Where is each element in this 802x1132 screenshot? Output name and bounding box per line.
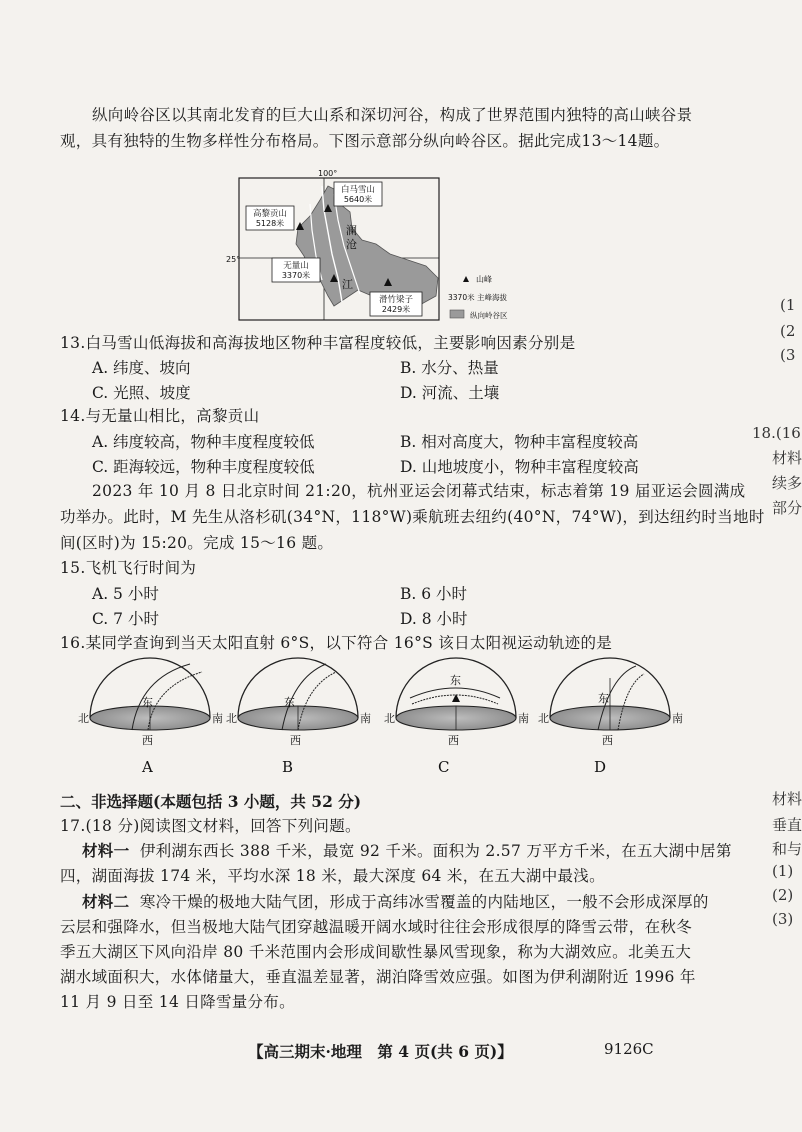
edge-frag-4: 18.(16 [752,424,801,442]
q17-m1-text-1: 伊利湖东西长 388 千米，最宽 92 千米。面积为 2.57 万平方千米，在五大湖中居第 [139,842,732,860]
q13-text: 白马雪山低海拔和高海拔地区物种丰富程度较低，主要影响因素分别是 [85,334,576,352]
q17-m1-label: 材料一 [82,841,130,860]
q15-option-c: C. 7 小时 [92,610,159,628]
legend-peak-icon [463,276,469,282]
peak-huazhu-elev: 2429米 [381,305,411,314]
intro-line-1: 纵向岭谷区以其南北发育的巨大山系和深切河谷，构成了世界范围内独特的高山峡谷景 [92,106,693,124]
legend-region-swatch [450,310,464,318]
q17-m1-line-2: 四，湖面海拔 174 米，平均水深 18 米，最大深度 64 米，在五大湖中最浅。 [60,867,605,885]
edge-frag-10: 和与 [772,840,802,858]
q17-head: 17.(18 分)阅读图文材料，回答下列问题。 [60,817,361,835]
a-north: 北 [78,712,89,725]
q17-m2-line-2: 云层和强降水，但当极地大陆气团穿越温暖开阔水域时往往会形成很厚的降雪云带，在秋冬 [60,918,693,936]
intro-line-2: 观，具有独特的生物多样性分布格局。下图示意部分纵向岭谷区。据此完成13～14题。 [60,132,670,150]
label-d: D [594,758,607,776]
q13-option-d: D. 河流、土壤 [400,384,500,402]
peak-huazhu-name: 滑竹梁子 [378,295,414,305]
longitudinal-valley-map [226,169,564,322]
d-south: 南 [672,712,683,725]
edge-frag-9: 垂直 [772,816,802,834]
c-west: 西 [448,734,459,747]
q17-m2-line-1 [82,891,709,913]
sun-path-diagrams [70,658,800,780]
q17-m2-line-5: 11 月 9 日至 14 日降雪量分布。 [60,993,295,1011]
lon-label: 100° [318,169,338,178]
q13-option-c: C. 光照、坡度 [92,384,191,402]
river-char-2: 沧 [346,238,357,251]
edge-frag-13: (3) [772,910,794,928]
sun-diagram-c [384,658,529,747]
q17-m2-label: 材料二 [82,892,130,911]
section2-title: 二、非选择题(本题包括 3 小题，共 52 分) [60,792,362,811]
edge-frag-2: (2 [780,322,796,340]
q13-stem [60,332,575,354]
d-north: 北 [538,712,549,725]
q15-num: 15. [60,559,86,577]
footer-code: 9126C [604,1040,654,1058]
edge-frag-3: (3 [780,346,796,364]
river-char-1: 澜 [346,224,357,237]
river-char-3: 江 [342,278,353,291]
q17-m1-line-1 [82,840,732,862]
q14-num: 14. [60,407,86,425]
edge-frag-5: 材料 [772,449,802,467]
legend-region: 纵向岭谷区 [470,311,508,320]
q17-m2-text-1: 寒冷干燥的极地大陆气团，形成于高纬冰雪覆盖的内陆地区，一般不会形成深厚的 [139,893,709,911]
peak-wuliang-elev: 3370米 [281,271,311,280]
c-north: 北 [384,712,395,725]
edge-frag-12: (2) [772,886,794,904]
q15-option-a: A. 5 小时 [92,585,159,603]
q14-option-d: D. 山地坡度小，物种丰富程度较高 [400,458,639,476]
legend-peak: 山峰 [476,275,492,284]
q14-option-a: A. 纬度较高，物种丰度程度较低 [92,433,315,451]
b-south: 南 [360,712,371,725]
legend-elev: 3370米 主峰海拔 [448,293,507,302]
edge-frag-6: 续多 [772,474,802,492]
edge-frag-7: 部分 [772,499,802,517]
b-north: 北 [226,712,237,725]
c-south: 南 [518,712,529,725]
edge-frag-11: (1) [772,862,794,880]
peak-baima-elev: 5640米 [343,195,373,204]
q13-num: 13. [60,334,86,352]
d-west: 西 [602,734,613,747]
q13-option-b: B. 水分、热量 [400,359,499,377]
d-east: 东 [598,692,609,705]
passage2-line-3: 间(区时)为 15:20。完成 15～16 题。 [60,534,334,552]
q16-num: 16. [60,634,86,652]
q14-stem [60,405,259,427]
sun-diagram-d [538,658,683,747]
a-east: 东 [142,696,153,709]
label-b: B [282,758,294,776]
q16-text: 某同学查询到当天太阳直射 6°S，以下符合 16°S 该日太阳视运动轨迹的是 [85,634,613,652]
edge-frag-8: 材料 [772,790,802,808]
q17-m2-line-4: 湖水域面积大，水体储量大，垂直温差显著，湖泊降雪效应强。如图为伊利湖附近 1996 年 [60,968,696,986]
q15-stem [60,557,196,579]
lat-label: 25° [226,255,241,264]
b-east: 东 [284,696,295,709]
label-c: C [438,758,450,776]
b-west: 西 [290,734,301,747]
q14-option-c: C. 距海较远，物种丰度程度较低 [92,458,315,476]
footer-title: 【高三期末·地理 第 4 页(共 6 页)】 [248,1042,513,1061]
peak-gaoligong-elev: 5128米 [255,219,285,228]
peak-baima-name: 白马雪山 [340,185,376,195]
q14-option-b: B. 相对高度大，物种丰富程度较高 [400,433,639,451]
edge-frag-1: (1 [780,296,796,314]
q14-text: 与无量山相比，高黎贡山 [85,407,260,425]
c-east: 东 [450,674,461,687]
peak-wuliang-name: 无量山 [283,261,309,271]
q16-stem [60,632,612,654]
q17-m2-line-3: 季五大湖区下风向沿岸 80 千米范围内会形成间歇性暴风雪现象，称为大湖效应。北美五大 [60,943,692,961]
q15-option-b: B. 6 小时 [400,585,468,603]
a-south: 南 [212,712,223,725]
passage2-line-1: 2023 年 10 月 8 日北京时间 21:20，杭州亚运会闭幕式结束，标志着第 19 届亚运会圆满成 [92,482,746,500]
peak-gaoligong-name: 高黎贡山 [252,209,288,219]
label-a: A [142,758,153,776]
q15-option-d: D. 8 小时 [400,610,468,628]
sun-diagram-b [226,658,371,747]
passage2-line-2: 功举办。此时，M 先生从洛杉矶(34°N，118°W)乘航班去纽约(40°N，74°W)，到达纽约时当地时 [60,508,765,526]
q13-option-a: A. 纬度、坡向 [92,359,191,377]
sun-diagram-a [78,658,223,747]
q15-text: 飞机飞行时间为 [85,559,197,577]
a-west: 西 [142,734,153,747]
